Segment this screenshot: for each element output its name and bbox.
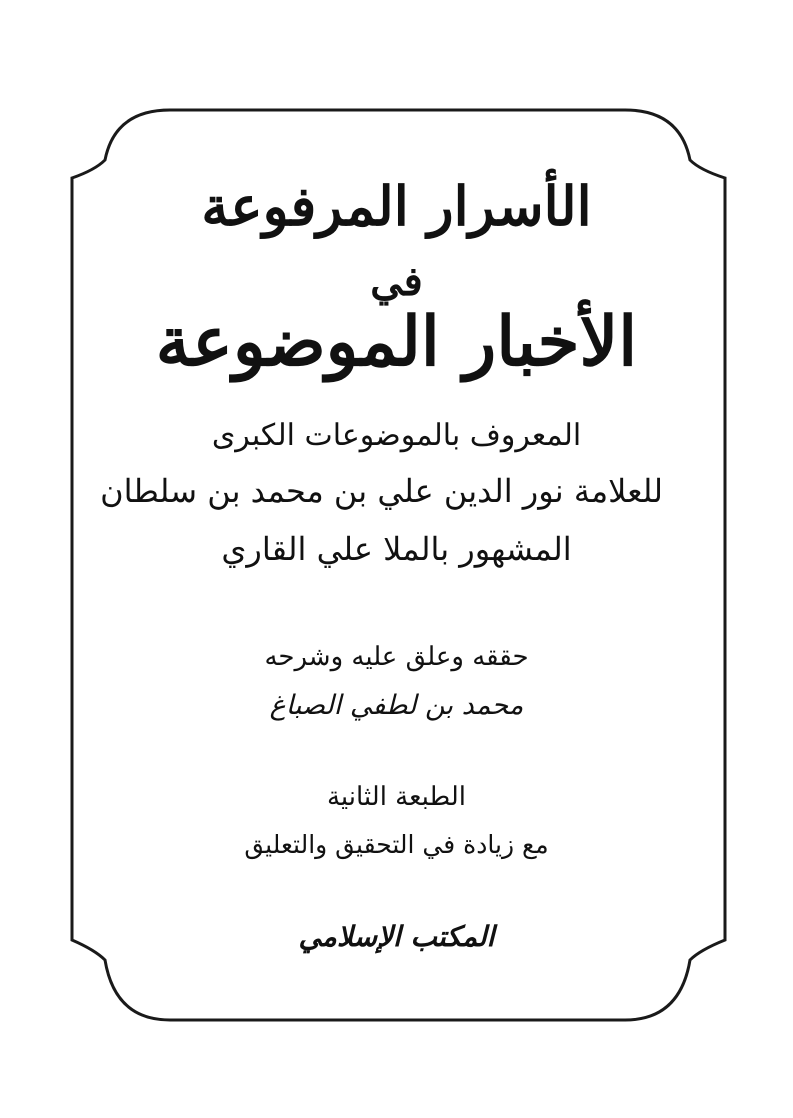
publisher-name: المكتب الإسلامي: [298, 920, 495, 953]
book-title-line3: الأخبار الموضوعة: [155, 302, 638, 382]
editor-name: محمد بن لطفي الصباغ: [269, 690, 524, 721]
author-alias-line: المشهور بالملا علي القاري: [221, 530, 572, 568]
edition-note: مع زيادة في التحقيق والتعليق: [244, 830, 549, 859]
book-title-line1: الأسرار المرفوعة: [201, 174, 592, 238]
book-title-line2: في: [370, 258, 423, 305]
title-page-content: [100, 150, 663, 1000]
editor-role: حققه وعلق عليه وشرحه: [264, 642, 529, 672]
edition-number: الطبعة الثانية: [326, 782, 466, 812]
author-line: للعلامة نور الدين علي بن محمد بن سلطان: [100, 472, 663, 510]
known-as-line: المعروف بالموضوعات الكبرى: [211, 418, 582, 453]
